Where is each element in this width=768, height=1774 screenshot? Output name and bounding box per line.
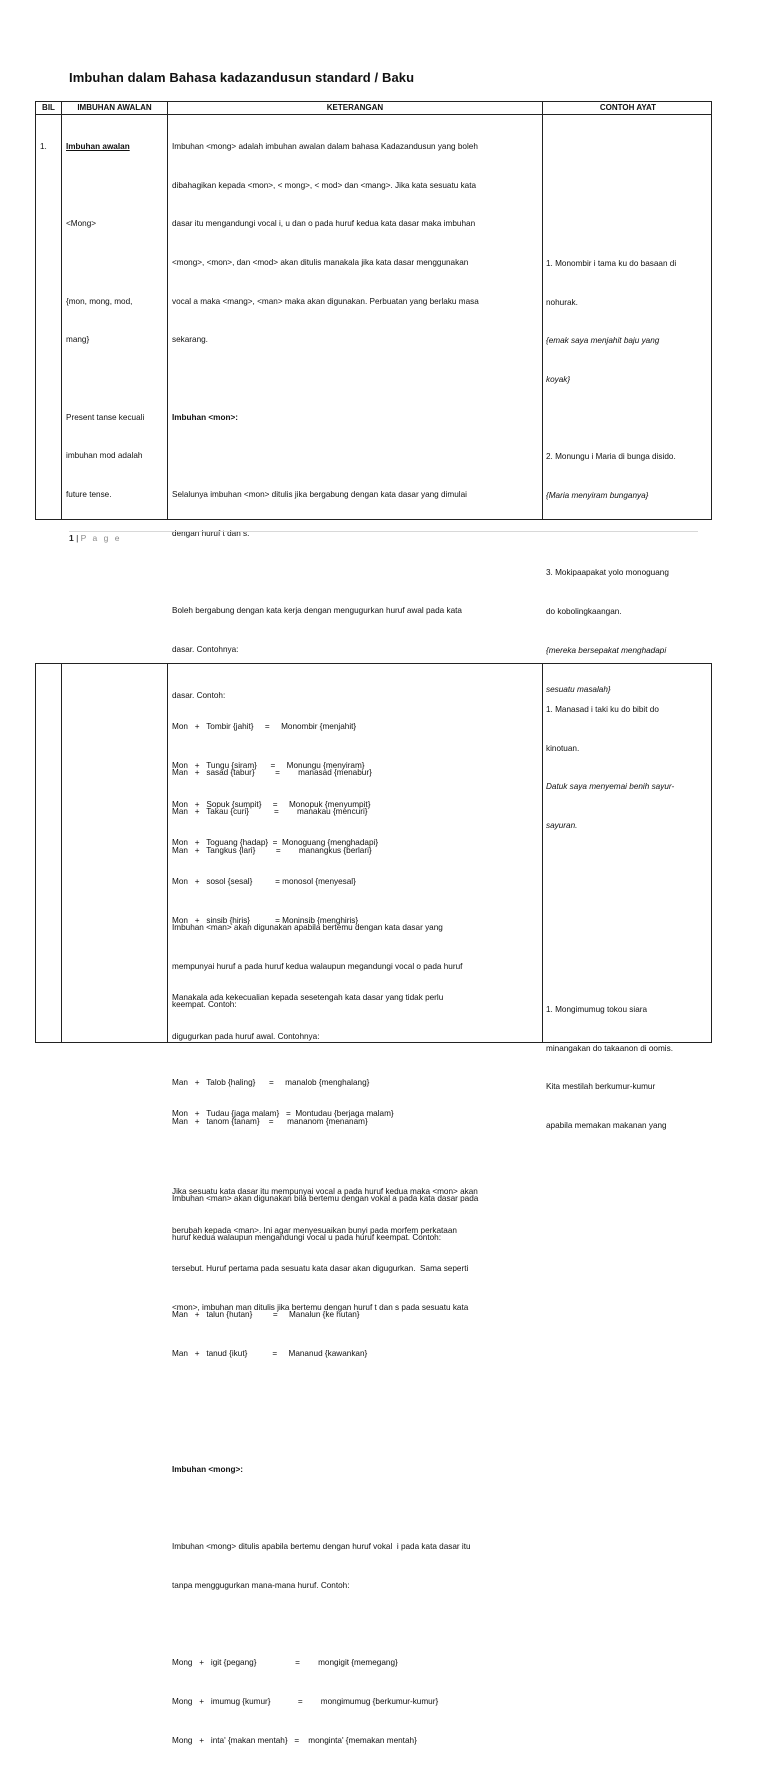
example-formula: Man + Takau {curi} = manakau {mencuri} — [172, 806, 368, 816]
example-formula: Man + tanom {tanam} = mananom {menanam} — [172, 1116, 368, 1126]
contoh-ayat-cell-2 — [546, 678, 674, 859]
imbuhan-mon-heading: Imbuhan <mon>: — [172, 412, 238, 422]
keterangan-line: <mong>, <mon>, dan <mod> akan ditulis manakala jika kata dasar menggunakan — [172, 257, 469, 267]
imbuhan-mong-heading: Imbuhan <mong>: — [172, 1464, 243, 1474]
imbuhan-awalan-cell — [66, 115, 144, 528]
example-formula: Mon + Tudau {jaga malam} = Montudau {berjaga malam} — [172, 1109, 394, 1119]
example-formula: Mon + Toguang {hadap} = Monoguang {menghadapi} — [172, 838, 379, 848]
example-sentence: kinotuan. — [546, 743, 580, 753]
keterangan-line: Manakala ada kekecualian kepada sesetengah kata dasar yang tidak perlu — [172, 993, 444, 1003]
example-formula: Man + tanud {ikut} = Mananud {kawankan} — [172, 1348, 368, 1358]
keterangan-line: dibahagikan kepada <mon>, < mong>, < mod> dan <mang>. Jika kata sesuatu kata — [172, 180, 477, 190]
example-translation: {mereka bersepakat menghadapi — [546, 645, 667, 655]
document-title: Imbuhan dalam Bahasa kadazandusun standard / Baku — [69, 70, 415, 85]
header-keterangan: KETERANGAN — [326, 103, 384, 112]
example-sentence: apabila memakan makanan yang — [546, 1120, 667, 1130]
example-formula: Mon + sinsib {hiris} = Moninsib {menghiris} — [172, 915, 359, 925]
keterangan-line: vocal a maka <mang>, <man> maka akan digunakan. Perbuatan yang berlaku masa — [172, 296, 479, 306]
keterangan-line: berubah kepada <man>. Ini agar menyesuaikan bunyi pada morfem perkataan — [172, 1225, 457, 1235]
example-sentence: do kobolingkaangan. — [546, 607, 622, 617]
variants-line-2: mang} — [66, 335, 90, 345]
header-bil: BIL — [42, 103, 55, 112]
keterangan-line: Imbuhan <mong> adalah imbuhan awalan dalam bahasa Kadazandusun yang boleh — [172, 141, 478, 151]
imbuhan-awalan-heading: Imbuhan awalan — [66, 141, 130, 151]
keterangan-line: Selalunya imbuhan <mon> ditulis jika bergabung dengan kata dasar yang dimulai — [172, 490, 467, 500]
keterangan-line: Boleh bergabung dengan kata kerja dengan mengugurkan huruf awal pada kata — [172, 606, 462, 616]
example-formula: Man + sasad {tabur} = manasad {menabur} — [172, 768, 372, 778]
example-sentence: 3. Mokipaapakat yolo monoguang — [546, 568, 669, 578]
contoh-ayat-cell-3 — [546, 978, 673, 1159]
example-sentence: minangakan do takaanon di oomis. — [546, 1043, 673, 1053]
example-formula: Man + talun {hutan} = Manalun {ke hutan} — [172, 1310, 360, 1320]
example-translation: {emak saya menjahit baju yang — [546, 336, 660, 346]
example-translation: koyak} — [546, 374, 571, 384]
keterangan-line: <mon>, imbuhan man ditulis jika bertemu dengan huruf t dan s pada sesuatu kata — [172, 1302, 469, 1312]
example-formula: Mon + Tungu {siram} = Monungu {menyiram} — [172, 761, 365, 771]
example-translation: Datuk saya menyemai benih sayur- — [546, 782, 675, 792]
keterangan-line: Imbuhan <man> akan digunakan bila bertemu dengan vokal a pada kata dasar pada — [172, 1193, 479, 1203]
example-sentence: 2. Monungu i Maria di bunga disido. — [546, 452, 676, 462]
example-formula: Mong + igit {pegang} = mongigit {memegang} — [172, 1658, 398, 1668]
page-label: P a g e — [80, 533, 122, 543]
example-sentence: 1. Monombir i tama ku do basaan di — [546, 258, 677, 268]
example-sentence: Kita mestilah berkumur-kumur — [546, 1082, 656, 1092]
example-formula: Mon + Tombir {jahit} = Monombir {menjahit} — [172, 722, 357, 732]
keterangan-line: tersebut. Huruf pertama pada sesuatu kata dasar akan digugurkan. Sama seperti — [172, 1264, 469, 1274]
keterangan-line: keempat. Contoh: — [172, 1000, 237, 1010]
keterangan-line: huruf kedua walaupun mengandungi vocal u pada huruf keempat. Contoh: — [172, 1232, 442, 1242]
example-translation: sesuatu masalah} — [546, 684, 611, 694]
keterangan-line: Imbuhan <mong> ditulis apabila bertemu dengan huruf vokal i pada kata dasar itu — [172, 1542, 471, 1552]
mong-label: <Mong> — [66, 219, 97, 229]
keterangan-line: dasar. Contohnya: — [172, 644, 239, 654]
keterangan-line: tanpa menggugurkan mana-mana huruf. Contoh: — [172, 1580, 350, 1590]
tense-note-2: imbuhan mod adalah — [66, 451, 143, 461]
bil-number — [40, 115, 49, 180]
example-formula: Mong + imumug {kumur} = mongimumug {berkumur-kumur} — [172, 1697, 439, 1707]
page-number: 1 — [69, 533, 74, 543]
header-contoh-ayat: CONTOH AYAT — [599, 103, 657, 112]
example-formula: Man + Talob {haling} = manalob {menghalang} — [172, 1077, 370, 1087]
keterangan-line: digugurkan pada huruf awal. Contohnya: — [172, 1031, 320, 1041]
tense-note-1: Present tanse kecuali — [66, 412, 145, 422]
keterangan-line: Imbuhan <man> akan digunakan apabila bertemu dengan kata dasar yang — [172, 923, 443, 933]
keterangan-line: mempunyai huruf a pada huruf kedua walaupun megandungi vocal o pada huruf — [172, 961, 463, 971]
keterangan-line: dasar itu mengandungi vocal i, u dan o pada huruf kedua kata dasar maka imbuhan — [172, 219, 476, 229]
example-sentence: 1. Mongimumug tokou siara — [546, 1004, 648, 1014]
example-translation: sayuran. — [546, 820, 578, 830]
keterangan-line: dasar. Contoh: — [172, 690, 226, 700]
keterangan-line: Jika sesuatu kata dasar itu mempunyai vocal a pada huruf kedua maka <mon> akan — [172, 1186, 478, 1196]
example-formula: Mon + Sopuk {sumpit} = Monopuk {menyumpit} — [172, 799, 371, 809]
header-imbuhan-awalan: IMBUHAN AWALAN — [77, 103, 152, 112]
example-sentence: nohurak. — [546, 297, 578, 307]
contoh-ayat-cell — [546, 232, 676, 722]
example-translation: {Maria menyiram bunganya} — [546, 491, 649, 501]
keterangan-line: sekarang. — [172, 335, 208, 345]
footer-rule — [69, 531, 698, 532]
example-formula: Man + Tangkus {lari} = manangkus {berlari} — [172, 845, 372, 855]
bil-value: 1. — [40, 141, 47, 151]
page-footer — [69, 533, 121, 543]
keterangan-cell-2 — [172, 664, 478, 1774]
example-formula: Mong + inta' {makan mentah} = monginta' {memakan mentah} — [172, 1735, 417, 1745]
keterangan-line: dengan huruf t dan s. — [172, 528, 250, 538]
tense-note-3: future tense. — [66, 490, 112, 500]
example-sentence: 1. Manasad i taki ku do bibit do — [546, 704, 659, 714]
example-formula: Mon + sosol {sesal} = monosol {menyesal} — [172, 877, 356, 887]
variants-line-1: {mon, mong, mod, — [66, 296, 133, 306]
page-separator: | — [73, 533, 81, 543]
